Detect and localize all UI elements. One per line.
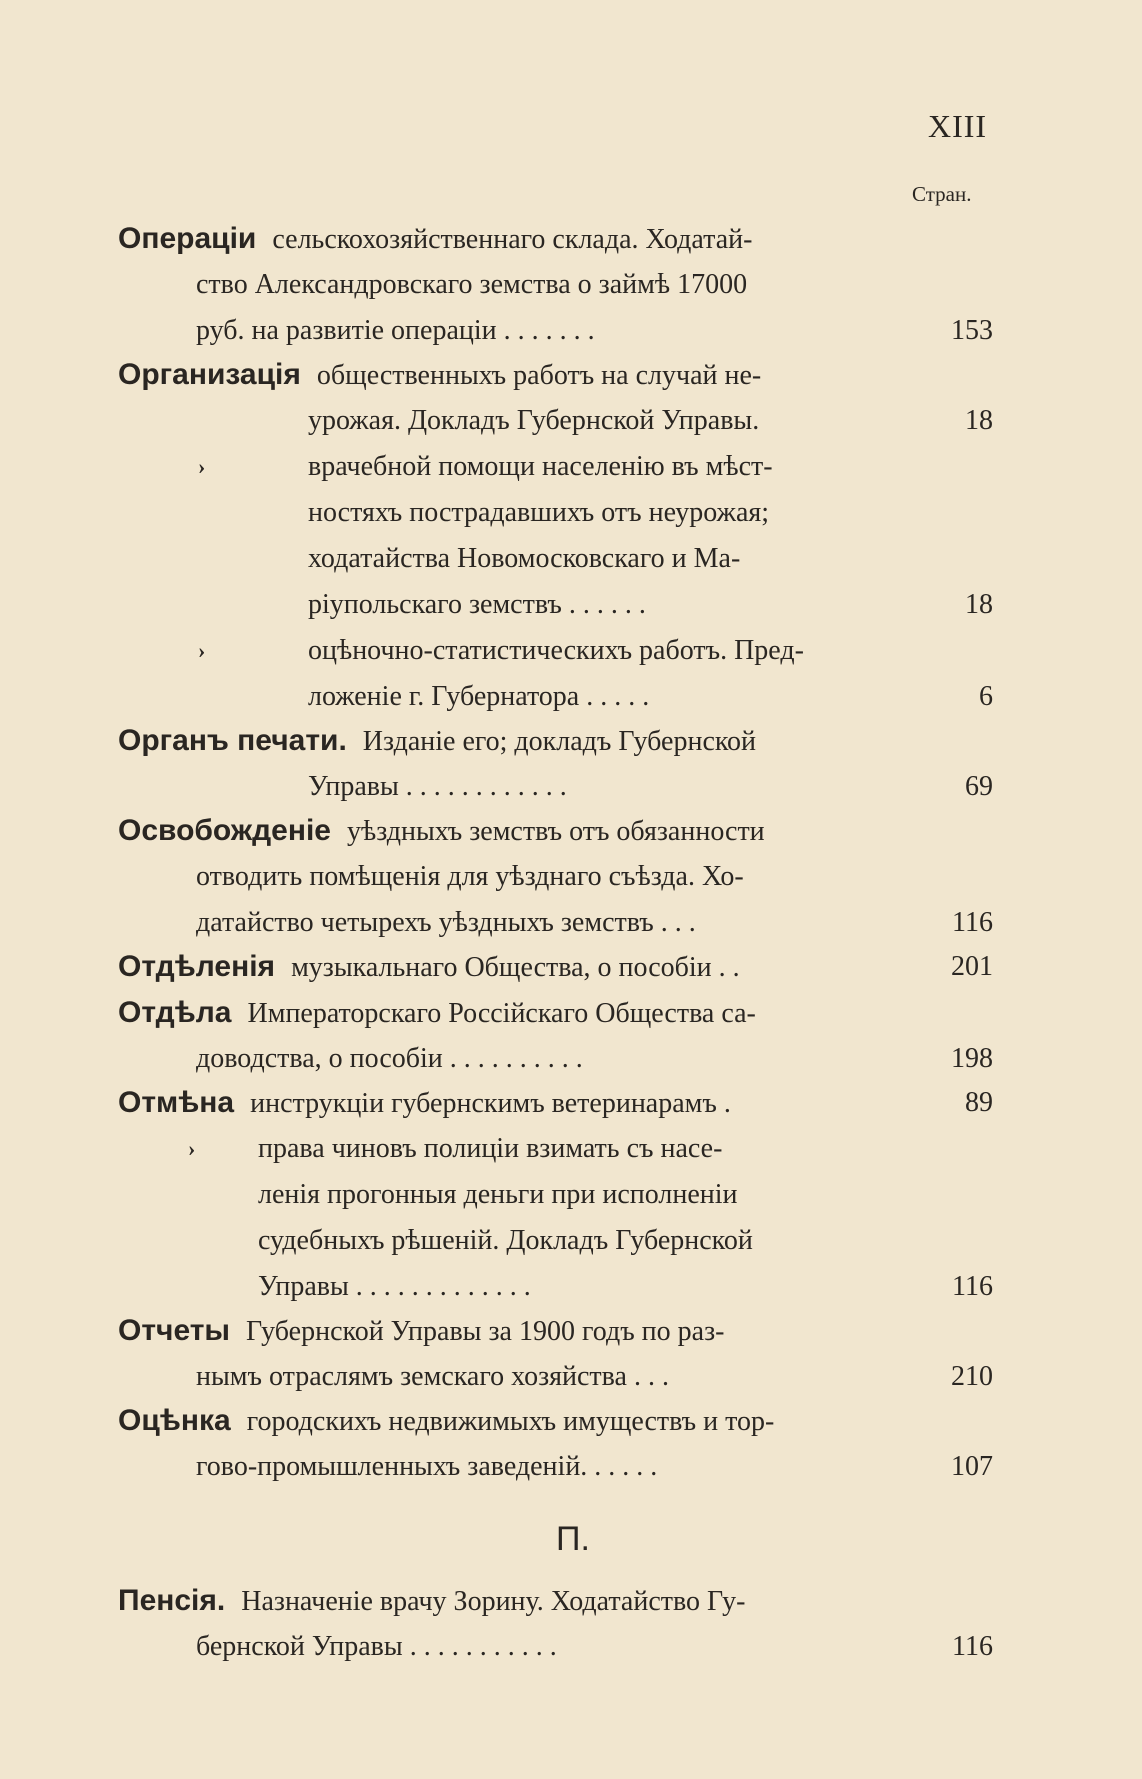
index-entry-text: права чиновъ полиціи взимать съ насе- — [258, 1133, 723, 1164]
index-entry-continuation-line — [196, 1444, 956, 1490]
index-entry-text: оцѣночно-статистическихъ работъ. Пред- — [308, 635, 804, 666]
index-entry-text: руб. на развитіе операціи . . . . . . . — [196, 315, 595, 346]
index-entry-first-line — [308, 628, 1068, 674]
index-entry-text: гово-промышленныхъ заведеній. . . . . . — [196, 1451, 658, 1482]
index-keyword: Освобожденіе — [118, 814, 331, 847]
page-number: 116 — [952, 1271, 993, 1302]
index-entry-first-line — [118, 1578, 878, 1624]
index-entry-text: городскихъ недвижимыхъ имуществъ и тор- — [246, 1406, 775, 1437]
index-entry-continuation-line — [196, 1354, 956, 1400]
index-entry-continuation-line — [196, 900, 956, 946]
index-entry-text: ностяхъ пострадавшихъ отъ неурожая; — [308, 497, 770, 528]
index-entry-text: ство Александровскаго земства о займѣ 17000 — [196, 269, 748, 300]
index-entry-text: ленія прогонныя деньги при исполненіи — [258, 1179, 738, 1210]
index-entry-text: врачебной помощи населенію въ мѣст- — [308, 451, 773, 482]
section-letter: П. — [556, 1520, 590, 1558]
page-number: 198 — [951, 1043, 993, 1074]
index-entry-first-line — [308, 444, 1068, 490]
index-entry-text: музыкальнаго Общества, о пособіи . . — [291, 952, 740, 983]
page-number: 210 — [951, 1361, 993, 1392]
index-entry-first-line — [118, 990, 878, 1036]
index-entry-text: Императорскаго Россійскаго Общества са- — [247, 998, 756, 1029]
index-entry-text: инструкціи губернскимъ ветеринарамъ . — [250, 1088, 731, 1119]
ditto-mark: › — [198, 638, 206, 663]
page-number: 89 — [965, 1087, 993, 1118]
index-entry-continuation-line — [196, 854, 956, 900]
index-entry-text: бернской Управы . . . . . . . . . . . — [196, 1631, 557, 1662]
index-keyword: Отчеты — [118, 1314, 231, 1347]
index-entry-continuation-line — [196, 308, 956, 354]
index-entry-continuation-line — [258, 1218, 1018, 1264]
index-keyword: Пенсія. — [118, 1584, 226, 1617]
index-entry-text: уѣздныхъ земствъ отъ обязанности — [347, 816, 765, 847]
index-entry-text: Управы . . . . . . . . . . . . . — [258, 1271, 531, 1302]
page-number: 6 — [979, 681, 993, 712]
index-entry-text: датайство четырехъ уѣздныхъ земствъ . . . — [196, 907, 696, 938]
page-column-header: Стран. — [912, 182, 972, 206]
index-keyword: Оцѣнка — [118, 1404, 231, 1437]
index-entry-continuation-line — [196, 1624, 956, 1670]
index-entry-continuation-line — [196, 262, 956, 308]
index-entry-text: ложеніе г. Губернатора . . . . . — [308, 681, 650, 712]
index-entry-continuation-line — [196, 1036, 956, 1082]
ditto-mark: › — [188, 1136, 196, 1161]
index-entry-text: доводства, о пособіи . . . . . . . . . . — [196, 1043, 583, 1074]
ditto-mark: › — [198, 454, 206, 479]
page-number: 18 — [965, 589, 993, 620]
index-entry-first-line — [118, 808, 878, 854]
index-keyword: Отдѣла — [118, 996, 232, 1029]
index-entry-first-line — [118, 1308, 878, 1354]
index-entry-first-line — [118, 216, 878, 262]
index-entry-text: Изданіе его; докладъ Губернской — [362, 726, 757, 757]
index-entry-text: Управы . . . . . . . . . . . . — [308, 771, 567, 802]
page-number: 107 — [951, 1451, 993, 1482]
page-number: 69 — [965, 771, 993, 802]
index-entry-text: урожая. Докладъ Губернской Управы. — [308, 405, 760, 436]
page-number: 116 — [952, 907, 993, 938]
index-keyword: Организація — [118, 358, 301, 391]
index-entry-continuation-line — [308, 536, 1068, 582]
page-number: 201 — [951, 951, 993, 982]
index-entry-text: ріупольскаго земствъ . . . . . . — [308, 589, 646, 620]
index-entry-first-line — [118, 1398, 878, 1444]
page-number: 18 — [965, 405, 993, 436]
index-entry-text: судебныхъ рѣшеній. Докладъ Губернской — [258, 1225, 753, 1256]
index-entry-continuation-line — [308, 490, 1068, 536]
index-entry-text: Губернской Управы за 1900 годъ по раз- — [246, 1316, 725, 1347]
index-keyword: Органъ печати. — [118, 724, 347, 757]
index-entry-first-line — [118, 944, 878, 990]
index-entry-continuation-line — [258, 1172, 1018, 1218]
index-entry-text: общественныхъ работъ на случай не- — [316, 360, 762, 391]
index-entry-text: Назначеніе врачу Зорину. Ходатайство Гу- — [241, 1586, 746, 1617]
index-entry-text: отводить помѣщенія для уѣзднаго съѣзда. Хо- — [196, 861, 744, 892]
index-keyword: Операціи — [118, 222, 257, 255]
index-keyword: Отдѣленія — [118, 950, 276, 983]
index-entry-first-line — [118, 352, 878, 398]
page-number: 153 — [951, 315, 993, 346]
index-keyword: Отмѣна — [118, 1086, 235, 1119]
page-folio: XIII — [928, 108, 988, 144]
index-entry-first-line — [118, 718, 878, 764]
index-entry-first-line — [118, 1080, 878, 1126]
index-entry-first-line — [258, 1126, 1018, 1172]
page-number: 116 — [952, 1631, 993, 1662]
index-entry-text: ходатайства Новомосковскаго и Ма- — [308, 543, 741, 574]
index-entry-text: нымъ отраслямъ земскаго хозяйства . . . — [196, 1361, 669, 1392]
index-entry-text: сельскохозяйственнаго склада. Ходатай- — [272, 224, 753, 255]
